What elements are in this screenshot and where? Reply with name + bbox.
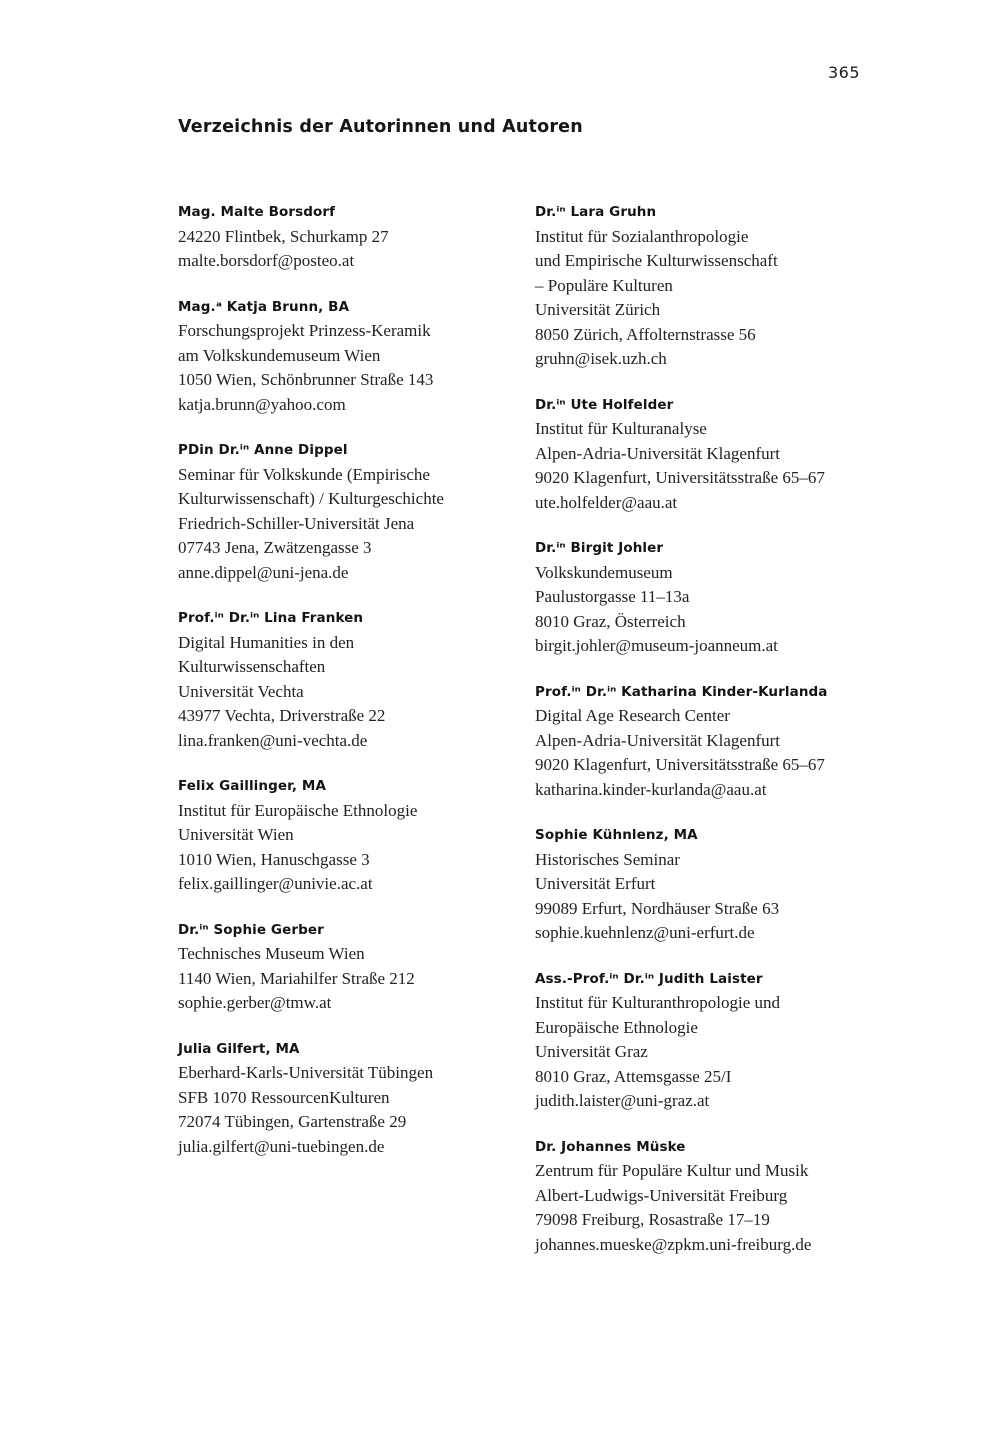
author-line: Eberhard-Karls-Universität Tübingen — [178, 1063, 434, 1082]
author-line: 8010 Graz, Österreich — [535, 611, 686, 631]
author-line: 8010 Graz, Attemsgasse 25/I — [535, 1066, 732, 1086]
author-line: Universität Graz — [535, 1042, 648, 1061]
author-line: Forschungsprojekt Prinzess-Keramik — [178, 321, 431, 340]
author-name: Dr. Johannes Müske — [535, 1138, 686, 1155]
author-entry — [535, 967, 875, 1114]
author-line: Zentrum für Populäre Kultur und Musik — [535, 1161, 809, 1180]
author-entry — [178, 200, 535, 274]
author-line: sophie.gerber@tmw.at — [178, 993, 332, 1012]
author-entry — [178, 295, 535, 418]
author-columns — [178, 200, 875, 1278]
page-title: Verzeichnis der Autorinnen und Autoren — [178, 117, 583, 137]
author-line: Institut für Kulturanalyse — [535, 419, 707, 438]
author-entry — [535, 823, 875, 946]
author-line: Institut für Kulturanthropologie und — [535, 993, 781, 1012]
author-line: Seminar für Volkskunde (Empirische — [178, 464, 430, 484]
author-line: 1050 Wien, Schönbrunner Straße 143 — [178, 370, 434, 389]
author-name: Dr.ⁱⁿ Birgit Johler — [535, 540, 664, 556]
author-line: am Volkskundemuseum Wien — [178, 345, 381, 365]
author-line: 1140 Wien, Mariahilfer Straße 212 — [178, 968, 415, 988]
author-line: Alpen-Adria-Universität Klagenfurt — [535, 730, 780, 750]
author-line: und Empirische Kulturwissenschaft — [535, 251, 778, 270]
author-line: malte.borsdorf@posteo.at — [178, 251, 355, 270]
author-line: katja.brunn@yahoo.com — [178, 394, 346, 414]
page-number: 365 — [828, 63, 861, 82]
author-line: Albert-Ludwigs-Universität Freiburg — [535, 1185, 788, 1205]
author-entry — [535, 536, 875, 659]
author-entry — [535, 200, 875, 372]
author-line: 1010 Wien, Hanuschgasse 3 — [178, 849, 370, 869]
author-line: – Populäre Kulturen — [535, 275, 673, 295]
author-line: 07743 Jena, Zwätzengasse 3 — [178, 538, 372, 557]
author-column-left — [178, 200, 535, 1180]
author-line: Friedrich-Schiller-Universität Jena — [178, 513, 415, 533]
author-line: 72074 Tübingen, Gartenstraße 29 — [178, 1112, 407, 1131]
author-line: Technisches Museum Wien — [178, 944, 365, 963]
author-line: lina.franken@uni-vechta.de — [178, 730, 368, 750]
author-entry — [535, 680, 875, 803]
author-line: Universität Vechta — [178, 681, 304, 701]
author-name: Mag.ᵃ Katja Brunn, BA — [178, 298, 350, 315]
author-line: Alpen-Adria-Universität Klagenfurt — [535, 443, 780, 463]
author-line: julia.gilfert@uni-tuebingen.de — [178, 1136, 385, 1156]
author-line: Kulturwissenschaft) / Kulturgeschichte — [178, 489, 444, 508]
author-line: felix.gaillinger@univie.ac.at — [178, 874, 373, 893]
author-line: sophie.kuehnlenz@uni-erfurt.de — [535, 923, 755, 942]
author-column-right — [535, 200, 875, 1278]
author-line: birgit.johler@museum-joanneum.at — [535, 636, 778, 655]
author-line: katharina.kinder-kurlanda@aau.at — [535, 779, 767, 799]
author-entry — [535, 1135, 875, 1258]
author-line: johannes.mueske@zpkm.uni-freiburg.de — [535, 1234, 812, 1254]
author-line: Europäische Ethnologie — [535, 1017, 698, 1037]
author-name: Prof.ⁱⁿ Dr.ⁱⁿ Lina Franken — [178, 610, 364, 626]
author-line: 43977 Vechta, Driverstraße 22 — [178, 706, 386, 725]
author-line: Institut für Sozialanthropologie — [535, 226, 749, 246]
author-line: 24220 Flintbek, Schurkamp 27 — [178, 226, 389, 246]
author-line: Volkskundemuseum — [535, 562, 673, 582]
author-line: SFB 1070 RessourcenKulturen — [178, 1087, 390, 1107]
author-line: Historisches Seminar — [535, 849, 680, 869]
author-name: Dr.ⁱⁿ Ute Holfelder — [535, 396, 674, 413]
author-line: 9020 Klagenfurt, Universitätsstraße 65–67 — [535, 755, 825, 774]
author-name: Mag. Malte Borsdorf — [178, 204, 336, 220]
author-name: PDin Dr.ⁱⁿ Anne Dippel — [178, 442, 348, 458]
author-line: Institut für Europäische Ethnologie — [178, 800, 418, 820]
author-name: Dr.ⁱⁿ Lara Gruhn — [535, 204, 657, 220]
author-name: Prof.ⁱⁿ Dr.ⁱⁿ Katharina Kinder-Kurlanda — [535, 683, 828, 700]
author-name: Dr.ⁱⁿ Sophie Gerber — [178, 921, 324, 938]
author-line: gruhn@isek.uzh.ch — [535, 349, 667, 368]
author-entry — [178, 1037, 535, 1160]
author-entry — [178, 918, 535, 1016]
author-line: 9020 Klagenfurt, Universitätsstraße 65–67 — [535, 468, 825, 487]
author-line: Digital Age Research Center — [535, 706, 730, 725]
author-line: anne.dippel@uni-jena.de — [178, 562, 349, 582]
author-name: Ass.-Prof.ⁱⁿ Dr.ⁱⁿ Judith Laister — [535, 970, 763, 987]
author-line: Digital Humanities in den — [178, 632, 355, 652]
author-line: 8050 Zürich, Affolternstrasse 56 — [535, 324, 756, 344]
author-name: Felix Gaillinger, MA — [178, 778, 327, 794]
author-line: Universität Wien — [178, 825, 294, 844]
author-name: Sophie Kühnlenz, MA — [535, 827, 698, 843]
author-entry — [535, 393, 875, 516]
author-line: 99089 Erfurt, Nordhäuser Straße 63 — [535, 898, 780, 918]
author-line: judith.laister@uni-graz.at — [535, 1091, 710, 1110]
author-line: Paulustorgasse 11–13a — [535, 587, 690, 606]
author-entry — [178, 438, 535, 585]
author-line: 79098 Freiburg, Rosastraße 17–19 — [535, 1210, 770, 1229]
author-line: Kulturwissenschaften — [178, 657, 326, 676]
author-line: ute.holfelder@aau.at — [535, 492, 678, 512]
author-line: Universität Zürich — [535, 300, 661, 319]
author-entry — [178, 606, 535, 753]
author-name: Julia Gilfert, MA — [178, 1040, 300, 1057]
author-line: Universität Erfurt — [535, 874, 656, 893]
author-entry — [178, 774, 535, 897]
